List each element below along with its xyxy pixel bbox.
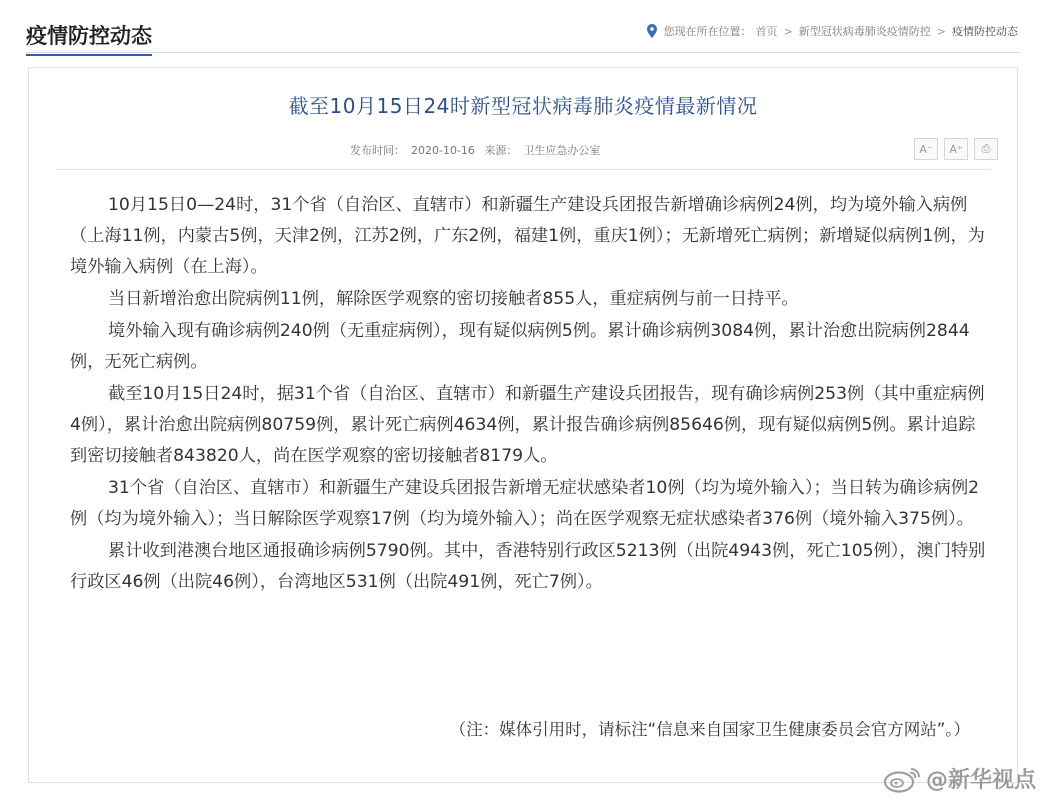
font-larger-button[interactable]: A⁺	[944, 138, 968, 160]
breadcrumb	[647, 23, 1018, 39]
source-value: 卫生应急办公室	[523, 144, 601, 157]
article-title: 截至10月15日24时新型冠状病毒肺炎疫情最新情况	[288, 94, 758, 118]
source-label: 来源：	[484, 144, 518, 157]
article-tools	[914, 138, 998, 160]
location-pin-icon	[647, 24, 657, 38]
breadcrumb-covid-link[interactable]: 新型冠状病毒肺炎疫情防控	[798, 25, 931, 38]
breadcrumb-prefix: 您现在所在位置：	[663, 25, 752, 38]
section-title: 疫情防控动态	[26, 20, 152, 56]
paragraph-asymptomatic: 31个省（自治区、直辖市）和新疆生产建设兵团报告新增无症状感染者10例（均为境外输入）；当日转为确诊病例2例（均为境外输入）；当日解除医学观察17例（均为境外输入）；尚在医学观察无症状感染者376例（境外输入375例）。	[70, 478, 980, 529]
top-bar	[0, 0, 1046, 54]
font-smaller-button[interactable]: A⁻	[914, 138, 938, 160]
paragraph-new-cases: 10月15日0—24时，31个省（自治区、直辖市）和新疆生产建设兵团报告新增确诊病例24例，均为境外输入病例（上海11例，内蒙古5例，天津2例，江苏2例，广东2例，福建1例，重庆1例）；无新增死亡病例；新增疑似病例1例，为境外输入病例（在上海）。	[70, 195, 985, 277]
breadcrumb-home-link[interactable]: 首页	[755, 25, 778, 38]
breadcrumb-separator: >	[783, 24, 793, 38]
header-divider	[26, 52, 1020, 53]
watermark-text: @新华视点	[925, 768, 1036, 793]
publish-label: 发布时间：	[350, 144, 405, 157]
watermark	[882, 763, 1036, 794]
citation-note: （注：媒体引用时，请标注“信息来自国家卫生健康委员会官方网站”。）	[449, 720, 970, 739]
print-button[interactable]: ⎙	[974, 138, 998, 160]
article-meta	[350, 142, 606, 158]
paragraph-recoveries: 当日新增治愈出院病例11例，解除医学观察的密切接触者855人，重症病例与前一日持平。	[108, 289, 799, 309]
breadcrumb-separator: >	[936, 24, 946, 38]
breadcrumb-current[interactable]: 疫情防控动态	[952, 25, 1018, 38]
publish-date: 2020-10-16	[411, 144, 475, 157]
meta-divider	[56, 169, 990, 170]
paragraph-cumulative: 截至10月15日24时，据31个省（自治区、直辖市）和新疆生产建设兵团报告，现有确诊病例253例（其中重症病例4例），累计治愈出院病例80759例，累计死亡病例4634例，累计报告确诊病例85646例，现有疑似病例5例。累计追踪到密切接触者843820人，尚在医学观察的密切接触者8179人。	[70, 384, 985, 466]
article-body	[70, 190, 986, 599]
weibo-icon	[882, 765, 922, 793]
paragraph-hk-macao-taiwan: 累计收到港澳台地区通报确诊病例5790例。其中，香港特别行政区5213例（出院4943例，死亡105例），澳门特别行政区46例（出院46例），台湾地区531例（出院491例，死亡7例）。	[70, 541, 986, 592]
paragraph-imported: 境外输入现有确诊病例240例（无重症病例），现有疑似病例5例。累计确诊病例3084例，累计治愈出院病例2844例，无死亡病例。	[70, 321, 970, 372]
